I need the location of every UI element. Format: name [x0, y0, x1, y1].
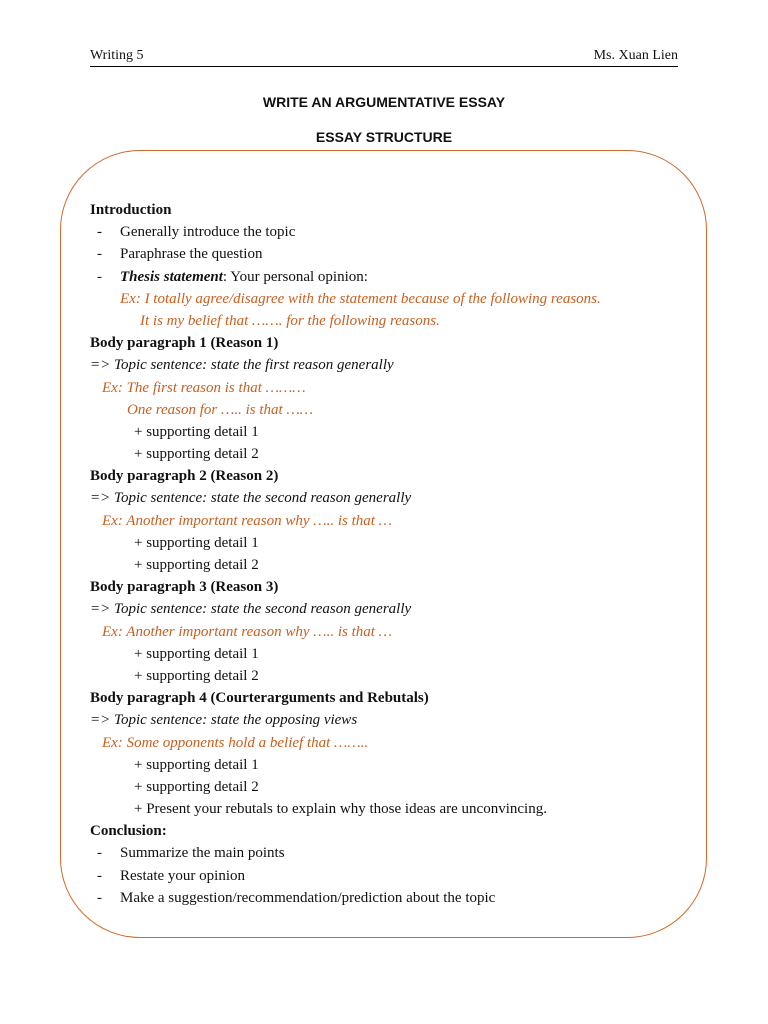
course-name: Writing 5	[90, 48, 144, 63]
supporting-detail: + supporting detail 1	[134, 645, 259, 662]
intro-item: - Paraphrase the question	[90, 243, 690, 265]
document-title: WRITE AN ARGUMENTATIVE ESSAY	[262, 94, 506, 110]
topic-sentence: => Topic sentence: state the opposing views	[90, 712, 358, 729]
topic-sentence: => Topic sentence: state the first reason generally	[90, 357, 394, 374]
thesis-label: Thesis statement	[120, 268, 223, 285]
conclusion-item: - Make a suggestion/recommendation/prediction about the topic	[90, 887, 690, 909]
bullet-dash: -	[97, 845, 102, 862]
bullet-dash: -	[97, 268, 102, 285]
supporting-detail: + supporting detail 2	[134, 667, 259, 684]
intro-item-thesis: - Thesis statement: Your personal opinion:	[90, 266, 690, 288]
body4-heading: Body paragraph 4 (Courterarguments and Rebutals)	[90, 690, 429, 707]
example-line: Ex: I totally agree/disagree with the statement because of the following reasons.	[120, 290, 601, 307]
supporting-detail: + supporting detail 1	[134, 534, 259, 551]
bullet-dash: -	[97, 867, 102, 884]
intro-heading: Introduction	[90, 202, 172, 218]
example-line: Ex: Some opponents hold a belief that ……..	[102, 734, 369, 751]
conclusion-heading: Conclusion:	[90, 823, 167, 840]
supporting-detail: + Present your rebutals to explain why those ideas are unconvincing.	[134, 801, 547, 818]
supporting-detail: + supporting detail 2	[134, 778, 259, 795]
bullet-dash: -	[97, 224, 102, 241]
document-subtitle: ESSAY STRUCTURE	[315, 129, 453, 145]
supporting-detail: + supporting detail 1	[134, 423, 259, 440]
topic-sentence: => Topic sentence: state the second reason generally	[90, 601, 412, 618]
conclusion-item: - Restate your opinion	[90, 865, 690, 887]
bullet-dash: -	[97, 246, 102, 263]
body1-heading: Body paragraph 1 (Reason 1)	[90, 335, 279, 352]
conclusion-item: - Summarize the main points	[90, 842, 690, 864]
example-line: Ex: Another important reason why ….. is that …	[102, 512, 392, 529]
supporting-detail: + supporting detail 2	[134, 446, 259, 463]
body2-heading: Body paragraph 2 (Reason 2)	[90, 468, 279, 485]
example-line: One reason for ….. is that ……	[127, 401, 314, 418]
supporting-detail: + supporting detail 1	[134, 756, 259, 773]
intro-item: - Generally introduce the topic	[90, 221, 690, 243]
bullet-dash: -	[97, 889, 102, 906]
body3-heading: Body paragraph 3 (Reason 3)	[90, 579, 279, 596]
topic-sentence: => Topic sentence: state the second reason generally	[90, 490, 412, 507]
example-line: Ex: The first reason is that ………	[102, 379, 306, 396]
teacher-name: Ms. Xuan Lien	[593, 48, 678, 63]
supporting-detail: + supporting detail 2	[134, 557, 259, 573]
essay-structure-content	[90, 199, 690, 909]
page-header	[90, 46, 678, 67]
example-line: It is my belief that ……. for the following reasons.	[140, 312, 440, 329]
example-line: Ex: Another important reason why ….. is that …	[102, 623, 392, 640]
